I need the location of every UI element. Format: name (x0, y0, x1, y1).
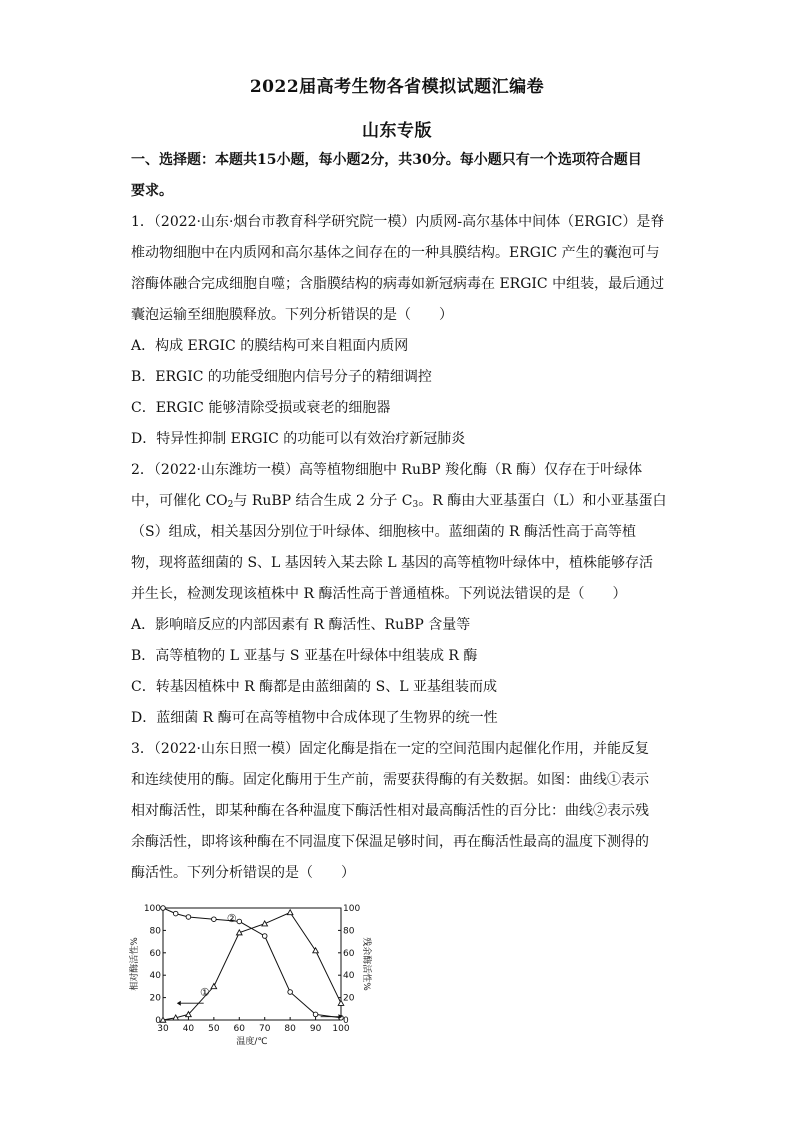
document-subtitle: 山东专版 (362, 121, 432, 141)
y-tick-label-right: 80 (343, 926, 355, 937)
q1-stem-line: 溶酶体融合完成细胞自噬；含脂膜结构的病毒如新冠病毒在 ERGIC 中组装，最后通过 (131, 276, 665, 292)
y-tick-label-left: 80 (149, 926, 161, 937)
y-axis-label-right: 残余酶活性% (361, 937, 371, 991)
q2-stem-line: （S）组成，相关基因分别位于叶绿体、细胞核中。蓝细菌的 R 酶活性高于高等植 (131, 524, 637, 540)
y-tick-label-right: 20 (343, 993, 355, 1004)
data-point-circle (237, 919, 242, 924)
q3-stem-line: 余酶活性，即将该种酶在不同温度下保温足够时间，再在酶活性最高的温度下测得的 (131, 834, 649, 850)
data-point-triangle (287, 910, 293, 915)
x-tick-label: 90 (309, 1024, 322, 1034)
y-tick-label-right: 40 (343, 971, 355, 982)
section-heading-line-2: 要求。 (131, 183, 173, 199)
x-tick-label: 100 (332, 1024, 350, 1034)
q1-option-a: A．构成 ERGIC 的膜结构可来自粗面内质网 (131, 338, 409, 354)
data-point-triangle (211, 984, 217, 989)
x-axis-label: 温度/℃ (236, 1037, 268, 1047)
q2-stem-line: 2．（2022·山东潍坊一模）高等植物细胞中 RuBP 羧化酶（R 酶）仅存在于叶绿体 (131, 462, 643, 478)
q2-option-a: A．影响暗反应的内部因素有 R 酶活性、RuBP 含量等 (131, 617, 471, 633)
y-axis-label-left: 相对酶活性% (130, 937, 140, 991)
y-tick-label-left: 0 (155, 1016, 161, 1026)
q3-stem-line: 3．（2022·山东日照一模）固定化酶是指在一定的空间范围内起催化作用，并能反复 (131, 741, 649, 757)
enzyme-activity-chart (128, 896, 371, 1056)
x-tick-label: 30 (157, 1024, 169, 1034)
q3-stem-line: 酶活性。下列分析错误的是（ ） (131, 865, 355, 881)
x-tick-label: 80 (284, 1024, 296, 1034)
q3-stem-line: 相对酶活性，即某种酶在各种温度下酶活性相对最高酶活性的百分比：曲线②表示残 (131, 803, 649, 819)
data-point-circle (313, 1012, 318, 1017)
q2-text: 与 RuBP 结合生成 2 分子 C (233, 493, 413, 509)
data-point-circle (212, 917, 217, 922)
series-line-2 (163, 908, 341, 1018)
data-point-circle (186, 915, 191, 920)
subscript: 2 (227, 500, 234, 510)
data-point-circle (288, 990, 293, 995)
q2-option-c: C．转基因植株中 R 酶都是由蓝细菌的 S、L 亚基组装而成 (131, 679, 497, 695)
y-tick-label-left: 40 (149, 971, 161, 982)
series-label-1: ① (199, 986, 210, 1000)
y-tick-label-left: 20 (149, 993, 161, 1004)
q1-option-d: D．特异性抑制 ERGIC 的功能可以有效治疗新冠肺炎 (131, 431, 466, 447)
q1-stem-line: 1．（2022·山东·烟台市教育科学研究院一模）内质网-高尔基体中间体（ERGIC）是脊 (131, 214, 665, 230)
q1-option-b: B．ERGIC 的功能受细胞内信号分子的精细调控 (131, 369, 432, 385)
q1-stem-line: 椎动物细胞中在内质网和高尔基体之间存在的一种具膜结构。ERGIC 产生的囊泡可与 (131, 245, 660, 261)
data-point-triangle (262, 921, 268, 926)
section-heading-line-1: 一、选择题：本题共15小题，每小题2分，共30分。每小题只有一个选项符合题目 (131, 152, 642, 168)
x-tick-label: 40 (182, 1024, 195, 1034)
q2-text: 。R 酶由大亚基蛋白（L）和小亚基蛋白 (418, 493, 667, 509)
q2-option-d: D．蓝细菌 R 酶可在高等植物中合成体现了生物界的统一性 (131, 710, 498, 726)
x-tick-label: 50 (208, 1024, 220, 1034)
document-title: 2022届高考生物各省模拟试题汇编卷 (249, 77, 545, 97)
q1-option-c: C．ERGIC 能够清除受损或衰老的细胞器 (131, 400, 391, 416)
y-tick-label-left: 60 (149, 948, 161, 959)
q2-stem-line: 物，现将蓝细菌的 S、L 基因转入某去除 L 基因的高等植物叶绿体中，植株能够存活 (131, 555, 653, 571)
y-tick-label-right: 0 (343, 1016, 349, 1026)
y-tick-label-left: 100 (143, 904, 161, 914)
q3-stem-line: 和连续使用的酶。固定化酶用于生产前，需要获得酶的有关数据。如图：曲线①表示 (131, 772, 649, 788)
q2-stem-line: 并生长，检测发现该植株中 R 酶活性高于普通植株。下列说法错误的是（ ） (131, 586, 627, 602)
x-tick-label: 70 (258, 1024, 271, 1034)
y-tick-label-right: 60 (343, 948, 355, 959)
data-point-circle (262, 934, 267, 939)
data-point-circle (173, 911, 178, 916)
q1-stem-line: 囊泡运输至细胞膜释放。下列分析错误的是（ ） (131, 307, 453, 323)
y-tick-label-right: 100 (343, 904, 361, 914)
x-tick-label: 60 (233, 1024, 246, 1034)
q2-stem-line-formula (131, 491, 671, 511)
data-point-circle (161, 906, 166, 911)
subscript: 3 (412, 500, 419, 510)
q2-option-b: B．高等植物的 L 亚基与 S 亚基在叶绿体中组装成 R 酶 (131, 648, 478, 664)
q2-text: 中，可催化 CO (131, 493, 228, 509)
series-arrowhead-1 (177, 1001, 181, 1006)
series-label-2: ② (226, 912, 237, 926)
